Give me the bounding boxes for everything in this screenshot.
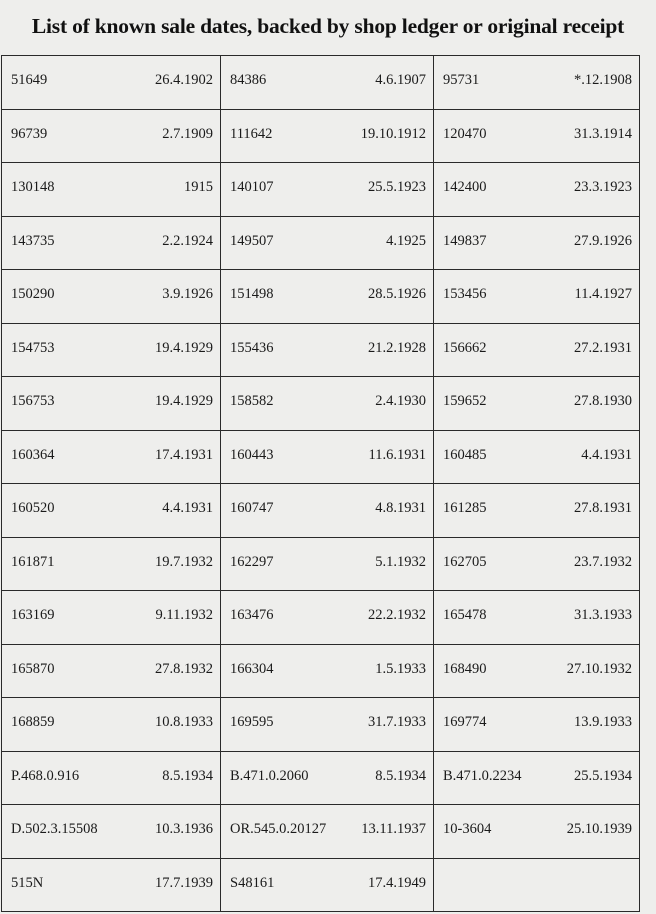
table-cell: [2, 858, 221, 912]
table-cell: [221, 216, 434, 270]
frame-number: 169595: [230, 714, 274, 730]
sale-date: 22.2.1932: [368, 607, 426, 623]
sale-date: 2.4.1930: [375, 393, 426, 409]
frame-number: 150290: [11, 286, 55, 302]
sale-date: 21.2.1928: [368, 339, 426, 356]
frame-number: B.471.0.2060: [230, 767, 309, 784]
table-cell: [2, 56, 221, 110]
frame-number: 163476: [230, 607, 274, 623]
table-row: [2, 644, 640, 698]
table-cell: [434, 537, 640, 591]
table-row: [2, 377, 640, 431]
table-cell: [221, 163, 434, 217]
page-title: List of known sale dates, backed by shop ledger or original receipt: [31, 14, 625, 38]
table-cell: [434, 698, 640, 752]
frame-number: 130148: [11, 179, 55, 195]
table-cell: [2, 270, 221, 324]
sale-date: 5.1.1932: [375, 553, 426, 570]
table-row: [2, 216, 640, 270]
table-cell: [434, 163, 640, 217]
frame-number: 160747: [230, 500, 274, 516]
table-cell: [2, 537, 221, 591]
table-row: [2, 858, 640, 912]
frame-number: 111642: [230, 125, 273, 142]
table-cell: [434, 430, 640, 484]
sale-date: 11.4.1927: [574, 286, 632, 302]
table-cell: [2, 323, 221, 377]
frame-number: 154753: [11, 339, 55, 356]
sale-dates-table: [1, 55, 640, 912]
frame-number: 160443: [230, 446, 274, 463]
frame-number: 158582: [230, 393, 274, 409]
table-cell: [434, 109, 640, 163]
frame-number: 169774: [443, 714, 487, 730]
sale-date: 27.2.1931: [574, 339, 632, 356]
table-row: [2, 751, 640, 805]
table-cell: [434, 377, 640, 431]
table-cell: [2, 377, 221, 431]
sale-date: 17.7.1939: [155, 874, 213, 891]
table-cell: [221, 56, 434, 110]
table-cell: [221, 858, 434, 912]
sale-date: 8.5.1934: [375, 767, 426, 784]
frame-number: 161285: [443, 500, 487, 516]
table-cell: [221, 377, 434, 431]
table-cell: [221, 591, 434, 645]
table-cell: [221, 270, 434, 324]
frame-number: 140107: [230, 179, 274, 195]
frame-number: 160485: [443, 446, 487, 463]
frame-number: 160520: [11, 500, 55, 516]
frame-number: 160364: [11, 446, 55, 463]
sale-date: 10.3.1936: [155, 821, 213, 837]
table-row: [2, 805, 640, 859]
frame-number: 162297: [230, 553, 274, 570]
table-cell: [434, 591, 640, 645]
table-cell: [434, 56, 640, 110]
table-row: [2, 430, 640, 484]
sale-date: 31.7.1933: [368, 714, 426, 730]
sale-date: 8.5.1934: [162, 767, 213, 784]
frame-number: 515N: [11, 874, 44, 891]
sale-date: 13.9.1933: [574, 714, 632, 730]
table-cell: [434, 805, 640, 859]
table-cell: [434, 323, 640, 377]
sale-date: 19.10.1912: [360, 125, 426, 142]
table-row: [2, 109, 640, 163]
table-cell: [434, 216, 640, 270]
sale-date: 27.8.1930: [574, 393, 632, 409]
sale-date: 19.7.1932: [155, 553, 213, 570]
frame-number: 168859: [11, 714, 55, 730]
sale-date: 27.8.1931: [574, 500, 632, 516]
table-cell: [221, 109, 434, 163]
table-row: [2, 484, 640, 538]
sale-date: 4.8.1931: [375, 500, 426, 516]
table-row: [2, 537, 640, 591]
sale-date: 2.7.1909: [162, 125, 213, 142]
frame-number: 95731: [443, 72, 480, 88]
sale-date: 19.4.1929: [155, 339, 213, 356]
sale-date: 4.4.1931: [162, 500, 213, 516]
table-cell: [2, 430, 221, 484]
sale-date: 4.1925: [386, 232, 426, 249]
frame-number: OR.545.0.20127: [230, 821, 327, 837]
sale-date: 31.3.1933: [574, 607, 632, 623]
table-row: [2, 323, 640, 377]
table-cell: [434, 270, 640, 324]
sale-date: 25.10.1939: [566, 821, 632, 837]
sale-date: 9.11.1932: [155, 607, 213, 623]
table-row: [2, 698, 640, 752]
frame-number: 51649: [11, 72, 48, 88]
frame-number: 84386: [230, 72, 267, 88]
frame-number: 161871: [11, 553, 55, 570]
frame-number: 153456: [443, 286, 487, 302]
frame-number: S48161: [230, 874, 275, 891]
table-cell: [221, 430, 434, 484]
frame-number: 165478: [443, 607, 487, 623]
sale-date: 1.5.1933: [375, 660, 426, 677]
sale-date: 27.9.1926: [574, 232, 632, 249]
table-cell: [434, 858, 640, 912]
table-cell: [221, 537, 434, 591]
frame-number: 143735: [11, 232, 55, 249]
frame-number: 10-3604: [443, 821, 492, 837]
frame-number: 155436: [230, 339, 274, 356]
frame-number: 120470: [443, 125, 487, 142]
sale-date: 4.6.1907: [375, 72, 426, 88]
table-cell: [2, 751, 221, 805]
table-cell: [2, 698, 221, 752]
sale-date: 2.2.1924: [162, 232, 213, 249]
table-cell: [221, 484, 434, 538]
sale-date: 31.3.1914: [574, 125, 632, 142]
sale-date: 17.4.1949: [368, 874, 426, 891]
table-cell: [2, 163, 221, 217]
sale-date: 25.5.1923: [368, 179, 426, 195]
frame-number: 96739: [11, 125, 48, 142]
frame-number: 151498: [230, 286, 274, 302]
table-row: [2, 270, 640, 324]
table-cell: [2, 484, 221, 538]
sale-date: 3.9.1926: [162, 286, 213, 302]
sale-date: 13.11.1937: [361, 821, 426, 837]
sale-date: 11.6.1931: [368, 446, 426, 463]
table-cell: [221, 644, 434, 698]
table-cell: [2, 805, 221, 859]
table-cell: [2, 591, 221, 645]
sale-date: 26.4.1902: [155, 72, 213, 88]
frame-number: 156662: [443, 339, 487, 356]
table-row: [2, 163, 640, 217]
sale-date: 23.3.1923: [574, 179, 632, 195]
table-row: [2, 56, 640, 110]
sale-date: 17.4.1931: [155, 446, 213, 463]
table-cell: [221, 805, 434, 859]
frame-number: 163169: [11, 607, 55, 623]
sale-date: 4.4.1931: [581, 446, 632, 463]
sale-date: 28.5.1926: [368, 286, 426, 302]
sale-date: 23.7.1932: [574, 553, 632, 570]
sale-date: 19.4.1929: [155, 393, 213, 409]
frame-number: P.468.0.916: [11, 767, 80, 784]
table-cell: [2, 109, 221, 163]
table-cell: [434, 644, 640, 698]
table-row: [2, 591, 640, 645]
frame-number: 149837: [443, 232, 487, 249]
sale-date: 10.8.1933: [155, 714, 213, 730]
frame-number: 142400: [443, 179, 487, 195]
table-cell: [221, 751, 434, 805]
frame-number: D.502.3.15508: [11, 821, 98, 837]
table-cell: [2, 216, 221, 270]
sale-date: 27.8.1932: [155, 660, 213, 677]
table-cell: [2, 644, 221, 698]
sale-date: 1915: [184, 179, 213, 195]
frame-number: 159652: [443, 393, 487, 409]
table-cell: [434, 484, 640, 538]
frame-number: 166304: [230, 660, 274, 677]
table-cell: [221, 323, 434, 377]
frame-number: 165870: [11, 660, 55, 677]
frame-number: 162705: [443, 553, 487, 570]
table-cell: [434, 751, 640, 805]
frame-number: B.471.0.2234: [443, 767, 522, 784]
frame-number: 149507: [230, 232, 274, 249]
table-cell: [221, 698, 434, 752]
sale-date: *.12.1908: [574, 72, 632, 88]
sale-date: 25.5.1934: [574, 767, 632, 784]
sale-date: 27.10.1932: [566, 660, 632, 677]
frame-number: 168490: [443, 660, 487, 677]
frame-number: 156753: [11, 393, 55, 409]
